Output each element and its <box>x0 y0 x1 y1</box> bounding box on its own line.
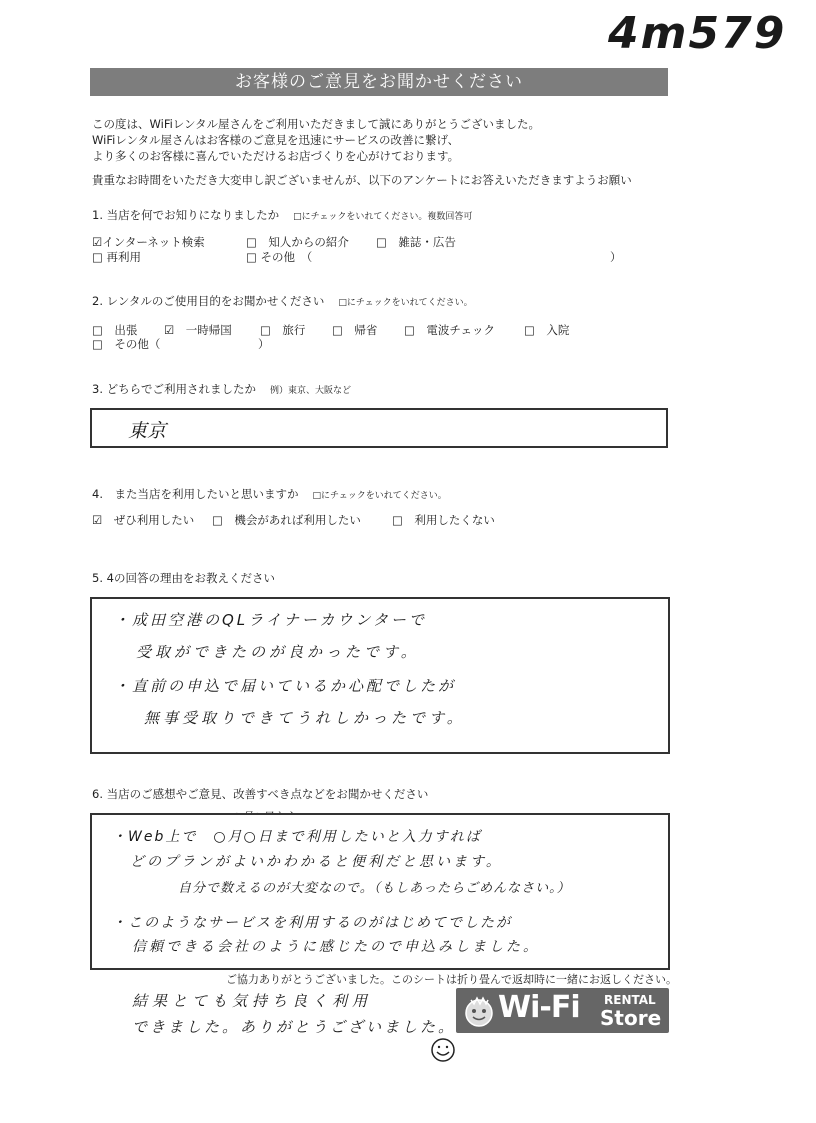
smiley-face-icon <box>430 1037 456 1063</box>
q6-answer-line-1: ・Web上で ○月○日まで利用したいと入力すれば <box>112 829 482 845</box>
question-1-label: 1. 当店を何でお知りになりましたか <box>92 208 280 222</box>
q2-option-other[interactable]: □ その他（ <box>92 337 161 351</box>
q6-answer-line-2: どのプランがよいかわかると便利だと思います。 <box>130 854 503 870</box>
q2-option-other-close: ） <box>258 337 270 351</box>
question-3-label: 3. どちらでご利用されましたか <box>92 382 257 396</box>
q2-option-hospital[interactable]: □ 入院 <box>524 323 570 337</box>
thank-you-note: ご協力ありがとうございました。このシートは折り畳んで返却時に一緒にお返しください。 <box>226 973 677 986</box>
q1-option-magazine[interactable]: □ 雑誌・広告 <box>376 235 456 249</box>
q1-option-reuse[interactable]: □ 再利用 <box>92 250 142 264</box>
intro-line-4: 貴重なお時間をいただき大変申し訳ございませんが、以下のアンケートにお答えいただきますようお願い <box>92 173 632 187</box>
q2-option-business[interactable]: □ 出張 <box>92 323 138 337</box>
q1-option-internet[interactable]: ☑インターネット検索 <box>92 235 205 249</box>
q5-answer-line-3: ・直前の申込で届いているか心配でしたが <box>114 677 457 695</box>
q6-answer-line-7: できました。ありがとうございました。 <box>132 1018 457 1036</box>
q5-answer-line-2: 受取ができたのが良かったです。 <box>136 643 420 661</box>
question-1-note: □にチェックをいれてください。複数回答可 <box>293 212 473 222</box>
q5-answer-line-4: 無事受取りできてうれしかったです。 <box>144 709 466 727</box>
q2-option-travel[interactable]: □ 旅行 <box>260 323 306 337</box>
q4-option-if-chance[interactable]: □ 機会があれば利用したい <box>212 513 361 527</box>
q2-option-homecoming[interactable]: □ 帰省 <box>332 323 378 337</box>
q1-option-other-close: ） <box>610 250 622 264</box>
intro-line-3: より多くのお客様に喜んでいただけるお店づくりを心がけております。 <box>92 149 460 163</box>
q1-option-other[interactable]: □ その他 （ <box>246 250 313 264</box>
q3-answer: 東京 <box>128 420 167 442</box>
q6-answer-line-3: 自分で数えるのが大変なので。（もしあったらごめんなさい。） <box>178 881 571 896</box>
q1-option-friend[interactable]: □ 知人からの紹介 <box>246 235 349 249</box>
question-3-example: 例）東京、大阪など <box>270 386 352 396</box>
q6-answer-line-5: 信頼できる会社のように感じたので申込みしました。 <box>132 939 540 955</box>
logo-store-text: Store <box>600 1006 662 1030</box>
question-6-label: 6. 当店のご感想やご意見、改善すべき点などをお聞かせください <box>92 787 429 801</box>
wifi-rental-store-logo <box>456 988 669 1033</box>
question-3 <box>92 381 351 397</box>
question-2-note: □にチェックをいれてください。 <box>338 298 473 308</box>
q5-answer-line-1: ・成田空港のQLライナーカウンターで <box>114 611 427 629</box>
q3-answer-box[interactable] <box>90 408 668 448</box>
question-4 <box>92 486 447 502</box>
question-2-label: 2. レンタルのご使用目的をお聞かせください <box>92 294 325 308</box>
q4-option-no[interactable]: □ 利用したくない <box>392 513 495 527</box>
question-4-label: 4. また当店を利用したいと思いますか <box>92 487 299 501</box>
question-5-label: 5. 4の回答の理由をお教えください <box>92 571 275 585</box>
q5-answer-box[interactable] <box>90 597 670 754</box>
q2-option-temporary-return[interactable]: ☑ 一時帰国 <box>164 323 232 337</box>
intro-line-2: WiFiレンタル屋さんはお客様のご意見を迅速にサービスの改善に繋げ、 <box>92 133 460 147</box>
handwritten-id: 4m579 <box>608 8 787 59</box>
question-2 <box>92 293 473 309</box>
question-4-note: □にチェックをいれてください。 <box>312 491 447 501</box>
q6-answer-line-4: ・このようなサービスを利用するのがはじめてでしたが <box>112 915 512 931</box>
q4-option-definitely[interactable]: ☑ ぜひ利用したい <box>92 513 195 527</box>
logo-wifi-text: Wi-Fi <box>498 990 580 1025</box>
question-1 <box>92 207 472 223</box>
q6-answer-line-6: 結果とても気持ち良く利用 <box>132 992 373 1010</box>
survey-title: お客様のご意見をお聞かせください <box>90 68 668 96</box>
logo-rental-text: RENTAL <box>604 993 656 1007</box>
intro-line-1: この度は、WiFiレンタル屋さんをご利用いただきまして誠にありがとうございました。 <box>92 117 541 131</box>
mascot-icon <box>462 994 496 1028</box>
q2-option-signal-check[interactable]: □ 電波チェック <box>404 323 496 337</box>
